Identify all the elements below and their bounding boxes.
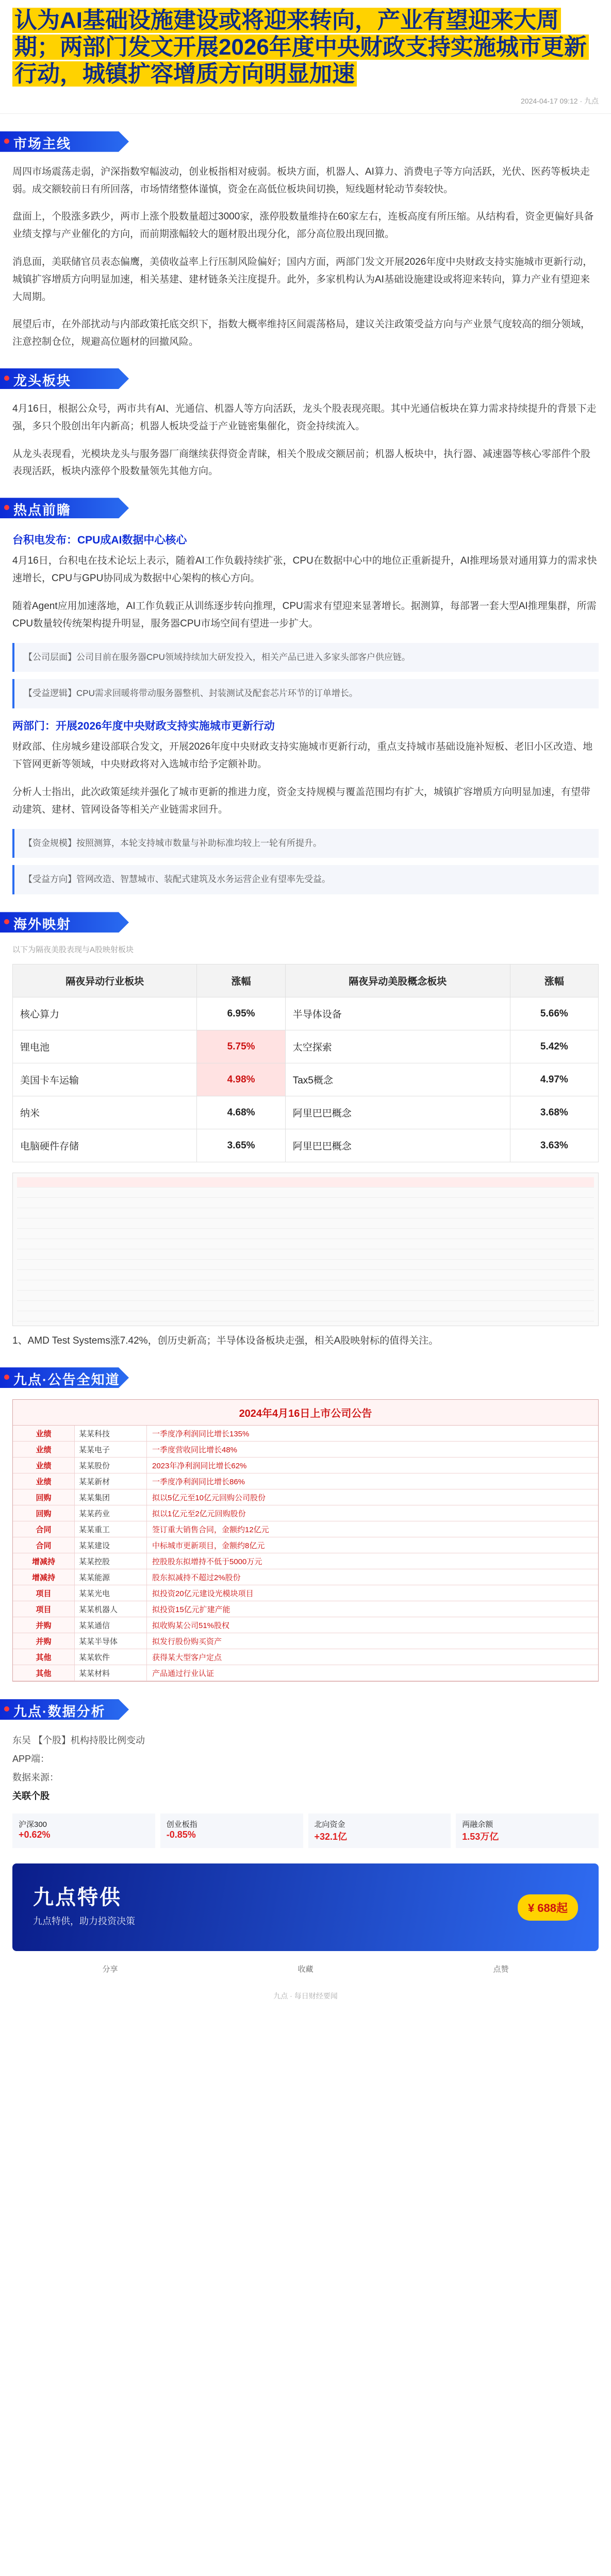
announce-cat: 增减持 (13, 1553, 75, 1569)
hot1-note-2: 【受益逻辑】CPU需求回暖将带动服务器整机、封装测试及配套芯片环节的订单增长。 (12, 679, 599, 708)
analysis-line-1: 东吴 【个股】机构持股比例变动 (12, 1735, 145, 1746)
announce-table (12, 1399, 599, 1682)
announce-row (13, 1505, 598, 1521)
hot1-paragraph-2: 随着Agent应用加速落地，AI工作负载正从训练逐步转向推理，CPU需求有望迎来显著增长。据测算，每部署一套大型AI推理集群，所需CPU数量较传统架构提升明显，服务器CPU市场空间有望进一步扩大。 (12, 600, 597, 629)
announce-txt: 一季度净利润同比增长86% (152, 1477, 245, 1486)
stat-value: +32.1亿 (314, 1832, 348, 1842)
announce-row (13, 1649, 598, 1665)
table-cell-pct: 3.63% (510, 1129, 598, 1162)
analysis-line-2: APP端： (12, 1754, 50, 1765)
hot2-paragraph-1: 财政部、住房城乡建设部联合发文，开展2026年度中央财政支持实施城市更新行动，重点支持城市基础设施补短板、老旧小区改造、地下管网更新等领域，中央财政将对入选城市给予定额补助。 (12, 741, 593, 770)
announce-name: 某某集团 (75, 1489, 147, 1505)
announce-cat: 合同 (13, 1537, 75, 1553)
market-paragraph-3: 消息面，美联储官员表态偏鹰，美债收益率上行压制风险偏好；国内方面，两部门发文开展2026年度中央财政支持实施城市更新行动，城镇扩容增质方向明显加速，相关基建、建材链条关注度提升。此外，多家机构认为AI基础设施建设或将迎来转向，算力产业有望迎来大周期。 (12, 256, 593, 302)
announce-row (13, 1442, 598, 1458)
section-head-overseas (0, 906, 611, 937)
table-cell: 锂电池 (13, 1030, 197, 1063)
table-cell-pct: 3.68% (510, 1096, 598, 1129)
announce-cat: 回购 (13, 1505, 75, 1521)
hot2-note-2: 【受益方向】管网改造、智慧城市、装配式建筑及水务运营企业有望率先受益。 (12, 865, 599, 894)
announce-row (13, 1601, 598, 1617)
table-header: 涨幅 (197, 964, 285, 997)
hot1-paragraph-1: 4月16日，台积电在技术论坛上表示，随着AI工作负载持续扩张，CPU在数据中心中的地位正重新提升，AI推理场景对通用算力的需求快速增长，CPU与GPU协同成为数据中心架构的核心方向。 (12, 555, 597, 584)
stat-item (456, 1814, 599, 1848)
section-label: 热点前瞻 (13, 502, 72, 518)
market-paragraph-2: 盘面上，个股涨多跌少，两市上涨个股数量超过3000家，涨停股数量维持在60家左右，连板高度有所压缩。从结构看，资金更偏好具备业绩支撑与产业催化的方向，而前期涨幅较大的题材股出现分化，部分高位股出现回撤。 (12, 211, 594, 240)
announce-name: 某某控股 (75, 1553, 147, 1569)
announce-cat: 并购 (13, 1633, 75, 1649)
table-cell-pct: 5.66% (510, 997, 598, 1030)
announce-name: 某某半导体 (75, 1633, 147, 1649)
announce-caption: 2024年4月16日上市公司公告 (13, 1400, 598, 1426)
announce-name: 某某股份 (75, 1458, 147, 1473)
promo-banner[interactable] (12, 1863, 599, 1951)
title-highlight: 认为AI基础设施建设或将迎来转向，产业有望迎来大周期；两部门发文开展2026年度中央财政支持实施城市更新行动，城镇扩容增质方向明显加速 (12, 8, 589, 87)
table-row (13, 1129, 599, 1162)
announce-name: 某某新材 (75, 1473, 147, 1489)
announce-cat: 项目 (13, 1601, 75, 1617)
stat-label: 创业板指 (166, 1820, 197, 1829)
hot1-subheading: 台积电发布：CPU成AI数据中心核心 (12, 534, 187, 547)
announce-name: 某某软件 (75, 1649, 147, 1665)
table-row (17, 1177, 594, 1188)
announce-txt: 一季度净利润同比增长135% (152, 1429, 250, 1438)
announce-name: 某某电子 (75, 1442, 147, 1457)
announce-row (13, 1617, 598, 1633)
stat-item (160, 1814, 303, 1848)
table-row (13, 997, 599, 1030)
announce-txt: 拟投资20亿元建设光模块项目 (152, 1589, 254, 1598)
announce-cat: 业绩 (13, 1473, 75, 1489)
table-row (17, 1249, 594, 1260)
announce-name: 某某建设 (75, 1537, 147, 1553)
stat-label: 两融余额 (462, 1820, 493, 1829)
section-label: 龙头板块 (13, 373, 72, 389)
table-cell-pct: 4.98% (197, 1063, 285, 1096)
analysis-block (0, 1731, 611, 1805)
announce-cat: 并购 (13, 1617, 75, 1633)
announce-cat: 项目 (13, 1585, 75, 1601)
market-paragraph-4: 展望后市，在外部扰动与内部政策托底交织下，指数大概率维持区间震荡格局，建议关注政策受益方向与产业景气度较高的细分领域，注意控制仓位，规避高位题材的回撤风险。 (12, 319, 591, 348)
overseas-note: 1、AMD Test Systems涨7.42%，创历史新高；半导体设备板块走强，相关A股映射标的值得关注。 (12, 1335, 439, 1347)
table-header: 涨幅 (510, 964, 598, 997)
analysis-line-3: 数据来源： (12, 1772, 59, 1783)
table-cell-pct: 4.97% (510, 1063, 598, 1096)
announce-name: 某某通信 (75, 1617, 147, 1633)
stat-grid (12, 1814, 599, 1848)
analysis-stats-label: 关联个股 (12, 1791, 49, 1802)
announce-row (13, 1458, 598, 1473)
overseas-hint: 以下为隔夜美股表现与A股映射板块 (12, 945, 134, 955)
announce-txt: 拟发行股份购买资产 (152, 1637, 222, 1646)
table-row (17, 1280, 594, 1291)
stat-item (308, 1814, 451, 1848)
announce-row (13, 1521, 598, 1537)
announce-row (13, 1537, 598, 1553)
announce-row (13, 1569, 598, 1585)
section-dot-icon (4, 139, 9, 144)
stat-item (12, 1814, 155, 1848)
announce-row (13, 1665, 598, 1681)
announce-txt: 中标城市更新项目，金额约8亿元 (152, 1541, 265, 1550)
announce-name: 某某材料 (75, 1665, 147, 1681)
stat-label: 沪深300 (19, 1820, 47, 1829)
announce-name: 某某科技 (75, 1426, 147, 1441)
table-row (17, 1311, 594, 1321)
stat-value: 1.53万亿 (462, 1832, 499, 1842)
table-row (17, 1218, 594, 1229)
announce-row (13, 1489, 598, 1505)
announce-txt: 2023年净利润同比增长62% (152, 1461, 247, 1470)
footer-text: 九点 · 每日财经要闻 (273, 1992, 338, 2001)
page-title (0, 0, 611, 92)
table-row (17, 1208, 594, 1218)
announce-txt: 拟收购某公司51%股权 (152, 1621, 230, 1630)
section-head-analysis (0, 1693, 611, 1724)
announce-txt: 拟投资15亿元扩建产能 (152, 1605, 230, 1614)
stat-value: +0.62% (19, 1829, 51, 1840)
announce-name: 某某光电 (75, 1585, 147, 1601)
announce-row (13, 1585, 598, 1601)
announce-row (13, 1553, 598, 1569)
announce-row (13, 1633, 598, 1649)
hot2-paragraph-2: 分析人士指出，此次政策延续并强化了城市更新的推进力度，资金支持规模与覆盖范围均有扩大，城镇扩容增质方向明显加速，有望带动建筑、建材、管网设备等相关产业链需求回升。 (12, 786, 591, 815)
table-cell: Tax5概念 (285, 1063, 510, 1096)
hot2-note-1: 【资金规模】按照测算，本轮支持城市数量与补助标准均较上一轮有所提升。 (12, 829, 599, 858)
table-cell-pct: 5.75% (197, 1030, 285, 1063)
overseas-table (12, 964, 599, 1162)
announce-cat: 其他 (13, 1665, 75, 1681)
table-row (13, 1063, 599, 1096)
section-head-leaders (0, 362, 611, 393)
table-row (17, 1301, 594, 1311)
announce-txt: 产品通过行业认证 (152, 1669, 214, 1678)
announce-row (13, 1473, 598, 1489)
announce-cat: 其他 (13, 1649, 75, 1665)
announce-txt: 股东拟减持不超过2%股份 (152, 1573, 241, 1582)
announce-txt: 控股股东拟增持不低于5000万元 (152, 1557, 262, 1566)
announce-txt: 拟以5亿元至10亿元回购公司股份 (152, 1493, 266, 1502)
footer-actions (0, 1956, 611, 1981)
table-row (13, 1030, 599, 1063)
section-label: 海外映射 (13, 917, 72, 933)
table-cell: 阿里巴巴概念 (285, 1129, 510, 1162)
table-header: 隔夜异动美股概念板块 (285, 964, 510, 997)
table-row (13, 1096, 599, 1129)
announce-cat: 回购 (13, 1489, 75, 1505)
table-row (17, 1229, 594, 1239)
announce-txt: 拟以1亿元至2亿元回购股份 (152, 1509, 246, 1518)
hot2-subheading: 两部门：开展2026年度中央财政支持实施城市更新行动 (12, 720, 275, 733)
announce-txt: 一季度营收同比增长48% (152, 1445, 238, 1454)
announce-cat: 业绩 (13, 1458, 75, 1473)
section-head-announce (0, 1361, 611, 1392)
announce-txt: 签订重大销售合同，金额约12亿元 (152, 1525, 269, 1534)
table-cell: 半导体设备 (285, 997, 510, 1030)
section-dot-icon (4, 376, 9, 381)
favorite-button[interactable]: 收藏 (298, 1965, 313, 1974)
table-header: 隔夜异动行业板块 (13, 964, 197, 997)
section-label: 市场主线 (13, 135, 72, 151)
stat-value: -0.85% (166, 1829, 196, 1840)
section-label: 九点·公告全知道 (13, 1372, 120, 1388)
market-paragraph-1: 周四市场震荡走弱，沪深指数窄幅波动，创业板指相对疲弱。板块方面，机器人、AI算力、消费电子等方向活跃，光伏、医药等板块走弱。成交额较前日有所回落，市场情绪整体谨慎，资金在高低位板块间切换，短线题材轮动节奏较快。 (12, 166, 590, 195)
leaders-paragraph-1: 4月16日，根据公众号，两市共有AI、光通信、机器人等方向活跃，龙头个股表现亮眼。其中光通信板块在算力需求持续提升的背景下走强，多只个股创出年内新高；机器人板块受益于产业链密集催化，资金持续流入。 (12, 403, 597, 432)
table-cell-pct: 6.95% (197, 997, 285, 1030)
table-cell-pct: 3.65% (197, 1129, 285, 1162)
leaders-paragraph-2: 从龙头表现看，光模块龙头与服务器厂商继续获得资金青睐，相关个股成交额居前；机器人板块中，执行器、减速器等核心零部件个股表现活跃，板块内涨停个股数量领先其他方向。 (12, 448, 591, 477)
table-row (17, 1270, 594, 1280)
table-row (17, 1198, 594, 1208)
announce-rows (13, 1426, 598, 1681)
section-label: 九点·数据分析 (13, 1704, 106, 1720)
table-row (17, 1188, 594, 1198)
announce-txt: 获得某大型客户定点 (152, 1653, 222, 1662)
banner-title: 九点特供 (33, 1886, 122, 1909)
table-cell-pct: 4.68% (197, 1096, 285, 1129)
table-cell: 美国卡车运输 (13, 1063, 197, 1096)
announce-cat: 合同 (13, 1521, 75, 1537)
announce-name: 某某能源 (75, 1569, 147, 1585)
hot1-note-1: 【公司层面】公司目前在服务器CPU领域持续加大研发投入，相关产品已进入多家头部客户供应链。 (12, 643, 599, 672)
share-button[interactable]: 分享 (102, 1965, 118, 1974)
table-row (17, 1291, 594, 1301)
like-button[interactable]: 点赞 (493, 1965, 509, 1974)
overseas-detail-table (12, 1173, 599, 1326)
announce-name: 某某重工 (75, 1521, 147, 1537)
announce-cat: 增减持 (13, 1569, 75, 1585)
announce-cat: 业绩 (13, 1426, 75, 1441)
article-meta: 2024-04-17 09:12 · 九点 (0, 92, 611, 114)
table-row (17, 1239, 594, 1249)
stat-label: 北向资金 (314, 1820, 345, 1829)
banner-subtitle: 九点特供，助力投资决策 (33, 1916, 135, 1927)
section-head-market (0, 125, 611, 156)
table-cell: 纳米 (13, 1096, 197, 1129)
announce-row (13, 1426, 598, 1442)
announce-name: 某某机器人 (75, 1601, 147, 1617)
announce-name: 某某药业 (75, 1505, 147, 1521)
table-cell: 阿里巴巴概念 (285, 1096, 510, 1129)
table-row (17, 1260, 594, 1270)
table-cell-pct: 5.42% (510, 1030, 598, 1063)
section-head-hot1 (0, 492, 611, 522)
table-cell: 太空探索 (285, 1030, 510, 1063)
banner-price-button[interactable]: ¥ 688起 (518, 1894, 578, 1921)
table-cell: 电脑硬件存储 (13, 1129, 197, 1162)
announce-cat: 业绩 (13, 1442, 75, 1457)
table-cell: 核心算力 (13, 997, 197, 1030)
